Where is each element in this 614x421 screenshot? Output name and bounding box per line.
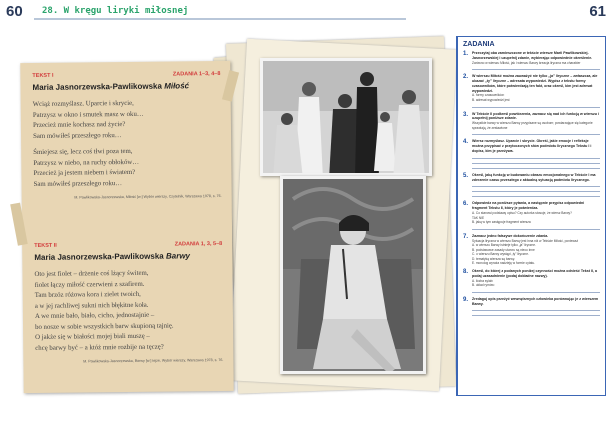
verse-line: Oto jest fiolet – drżenie coś lżący świtem, (34, 269, 149, 278)
task-text: W wierszu Miłość można zauważyć nie tylko „ja” liryczne – zwłaszcza, ale ukazać „ty” liryczne – adresata wypowiedzi. Wypisz z tekstu formy czasowników, które potwierdzają ten fakt, oraz określ, kim jest adresat wypowiedzi. (472, 74, 598, 93)
verse-line: Sam mówiłeś przeszłego roku… (33, 131, 122, 140)
stanza (33, 146, 221, 190)
answer-line[interactable] (472, 66, 600, 70)
ribbon-decoration (10, 203, 28, 246)
task-item (463, 112, 600, 137)
verse-line: Wciąż rozmyślasz. Uparcie i skrycie, (32, 99, 134, 108)
poem-heading (34, 251, 222, 262)
answer-line[interactable] (472, 226, 600, 230)
task-number: 1. (463, 51, 469, 57)
answer-line[interactable] (472, 155, 600, 159)
verse-line: Tam brzóz różowa kora i zielet twoich, (34, 290, 141, 299)
family-photo-illustration (263, 61, 432, 176)
chapter-title: 28. W kręgu liryki miłosnej (42, 6, 189, 16)
task-number: 7. (463, 233, 469, 240)
portrait-photo (280, 176, 426, 374)
answer-line[interactable] (472, 131, 600, 135)
task-number: 6. (463, 201, 469, 208)
verse-line: fiolet łączy miłość czerwieni z szafirem. (34, 280, 145, 289)
task-number: 9. (463, 296, 469, 303)
poem-heading (32, 81, 220, 92)
task-text: Zaznacz jedno fałszywe dokończenie zdania. (472, 233, 549, 238)
header-rule (34, 18, 406, 20)
task-text: Określ, jaką funkcję w budowaniu obrazu emocjonalnego w Tekście I ma zderzenie czasu przeszłego z aktualną sytuacją podmiotu lirycznego. (472, 172, 596, 182)
task-text: Odpowiedz na poniższe pytania, a następnie przypisz odpowiedni fragment Tekstu II, który je potwierdza. (472, 201, 585, 211)
poem-author: Maria Jasnorzewska-Pawlikowska (32, 81, 162, 92)
answer-line[interactable] (472, 104, 600, 108)
task-number: 8. (463, 269, 469, 276)
task-text: Wiersz rozmyślasz. Uparcie i skrycie. Określ, jakie emocje i refleksje można przypisać z przytoczonych słów podmiotu lirycznego Tekstu I i dopisz, kim je przeżywa. (472, 139, 592, 153)
verse-line: Przecież ja jestem niebem i światem? (33, 168, 136, 177)
poem-card (20, 61, 233, 393)
task-subtext: Wszystkie barwy w wierszu Barwy przypisane są osobom; powtarzające się kategorie sprawiają, że zestawione (472, 121, 593, 130)
task-text: Zredaguj opis przeżyć wewnętrznych człowieka porównując je z wierszem Barwy. (472, 296, 599, 306)
answer-line[interactable] (472, 307, 600, 311)
task-item (463, 51, 600, 71)
left-page-number: 60 (6, 3, 23, 20)
poem-text-1 (32, 71, 221, 201)
verse-line: bo nosze w sobie wszystkich barw skupioną tajnię. (35, 322, 174, 331)
poem-text-2 (34, 241, 223, 365)
poem-verse (34, 268, 223, 354)
tasks-panel (456, 36, 606, 396)
text-label: TEKST I (32, 72, 54, 79)
poem-author: Maria Jasnorzewska-Pawlikowska (34, 251, 164, 262)
poem-title: Barwy (165, 251, 191, 261)
poem-verse (33, 98, 222, 190)
verse-line: Patrzysz w niebo, na ruchy obłoków… (33, 158, 140, 167)
poem-source: M. Pawlikowska-Jasnorzewska, Barwy [w:] tejże, Wybór wierszy, Warszawa 1978, s. 76. (83, 357, 224, 364)
task-text: Przeczytaj oba zamieszczone w tekście wiersze Marii Pawlikowskiej-Jasnorzewskiej i uzupełnij zdanie, wybierając odpowiednie określenie. (472, 51, 593, 60)
verse-line: Patrzysz w okno i smutek masz w oku… (32, 110, 144, 119)
task-subtext: A. Co stanowi podstawę opisu? Czy autorka stosuje, że wiersz Barwy? TAK NIE B. jaką w tym zastępuje fragment wiersza (472, 210, 572, 225)
family-photo (260, 58, 432, 176)
answer-line[interactable] (472, 289, 600, 293)
verse-line: Przecież mnie kochasz nad życie? (32, 121, 126, 129)
task-text: W Tekście II podkreśl powtórzenia, zaznacz się nad ich funkcją w wierszu i uzupełnij poniższe zdanie. (472, 111, 599, 121)
task-number: 4. (463, 139, 469, 146)
task-number: 5. (463, 172, 469, 179)
answer-line[interactable] (472, 160, 600, 164)
poem-title: Miłość (164, 81, 190, 91)
verse-line: Sam mówiłeś przeszłego roku… (33, 179, 123, 188)
task-item (463, 297, 600, 318)
task-number: 3. (463, 111, 469, 118)
answer-line[interactable] (472, 188, 600, 192)
task-subtext: A. formy czasowników: B. adresat wypowiedzi jest (472, 93, 510, 102)
answer-line[interactable] (472, 312, 600, 316)
verse-line: O jakże się w białości mojej biali muszę – (35, 332, 150, 341)
task-item (463, 139, 600, 169)
answer-line[interactable] (472, 183, 600, 187)
stanza (33, 98, 221, 142)
task-subtext: Zarówno w wierszu Miłość, jak i wierszu Barwy kreacja liryczna ma charakter (472, 60, 581, 65)
verse-line: A we mnie bało, biało, cicho, jednostajnie – (34, 311, 155, 320)
tasks-title: ZADANIA (463, 41, 495, 48)
poem-source: M. Pawlikowska-Jasnorzewska, Miłość [w:] Wybór wierszy, Czytelnik, Warszawa 1978, s. 76. (74, 194, 222, 200)
task-item (463, 74, 600, 108)
task-item (463, 269, 600, 294)
right-page-number: 61 (589, 3, 606, 20)
answer-line[interactable] (472, 193, 600, 197)
task-number: 2. (463, 74, 469, 81)
answer-line[interactable] (472, 165, 600, 169)
verse-line: chcę barwy być – a któż mnie rozbije na tęczę? (35, 343, 164, 352)
task-text: Określ, do której z podanych poniżej czynności można odnieść Tekst II, a podaj uzasadnienie (podaj dokładne nazwy). (472, 269, 597, 278)
portrait-photo-illustration (283, 179, 426, 374)
task-item (463, 173, 600, 199)
task-item (463, 234, 600, 266)
tasks-reference: ZADANIA 1, 3, 5–8 (174, 241, 223, 248)
task-item (463, 201, 600, 230)
text-label: TEKST II (34, 242, 57, 249)
tasks-reference: ZADANIA 1–3, 4–8 (172, 71, 221, 78)
task-subtext: Sytuacja liryczna w wierszu Barwy jest inna niż w Tekście Miłość, ponieważ A. w wierszu Barwy istnieje tylko „ja” liryczne. B. podstawowe zasady utworu są nieco inne C. o wierszu Barwy wystąpi „ty” liryczne. D. tematyką wiersza są barwy. E. monolog wyraża nadzieję w formie cytatu. (472, 238, 579, 266)
task-subtext: A. liczba sylab: B. układ rymów: (472, 278, 495, 288)
verse-line: Śmiejesz się, lecz coś tłwi poza tem, (33, 147, 133, 156)
verse-line: a w jej rachliwej sukni nich błękitne koła. (34, 301, 149, 310)
